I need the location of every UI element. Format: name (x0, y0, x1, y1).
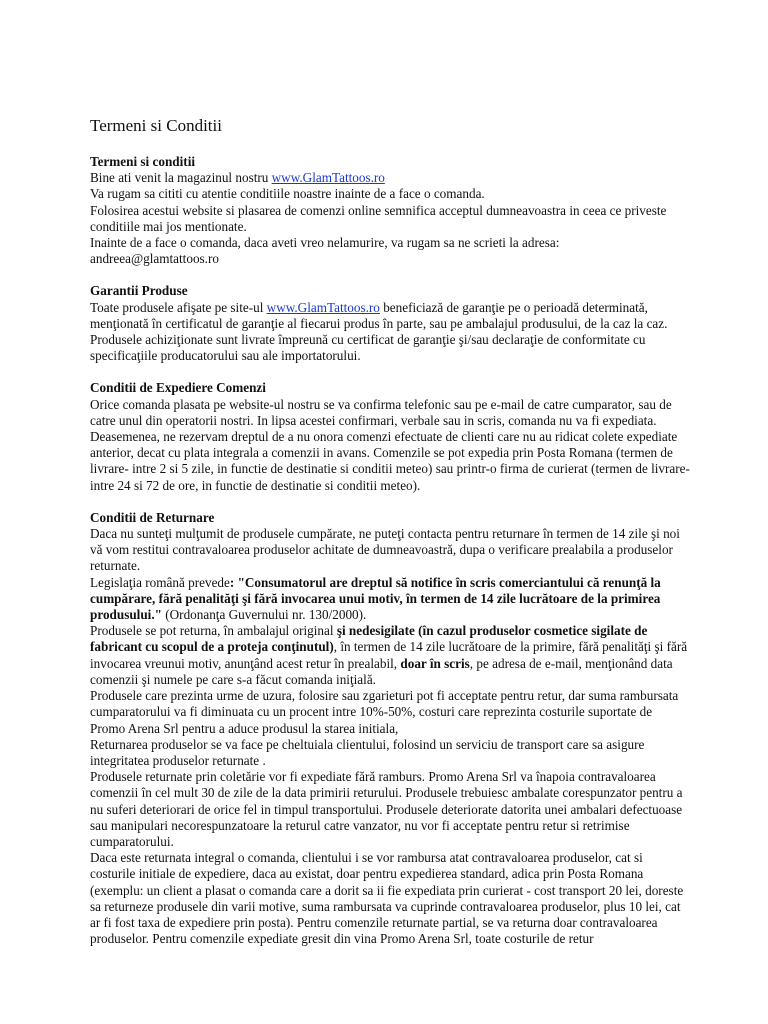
site-link[interactable]: www.GlamTattoos.ro (271, 170, 385, 186)
warranty-text-post: beneficiază de garanţie pe o perioadă determinată, menţionată în certificatul de garanţie al fiecarui produs în parte, sau pe ambalajul produsului, de la caz la caz. Produsele achiziţionate sunt livrate împreună cu certificat de garanţie şi/sau declaraţie de conformitate cu specificaţiile producatorului sau ale importatorului. (90, 299, 668, 364)
section-heading-warranty: Garantii Produse (90, 283, 188, 299)
welcome-text: Bine ati venit la magazinul nostru (90, 170, 272, 186)
warranty-text-pre: Toate produsele afişate pe site-ul (90, 299, 267, 315)
document-title: Termeni si Conditii (90, 116, 222, 135)
warranty-paragraph (90, 300, 690, 365)
conditions-text-d: doar în scris (400, 655, 470, 671)
returns-paragraph-legislation (90, 575, 690, 624)
read-carefully-line: Va rugam sa cititi cu atentie conditiile noastre inainte de a face o comanda. (90, 186, 485, 202)
returns-paragraph-cost: Returnarea produselor se va face pe cheltuiala clientului, folosind un serviciu de transport care sa asigure integritatea produselor returnate . (90, 736, 645, 768)
conditions-text-e: , pe adresa de e-mail, menţionând data comenzii şi numele pe care s-a făcut comanda iniţială. (90, 655, 673, 687)
returns-paragraph-1: Daca nu sunteţi mulţumit de produsele cumpărate, ne puteţi contacta pentru returnare în termen de 14 zile şi noi vă vom restitui contravaloarea produselor achitate de dumneavoastră, dupa o verificare prealabila a produselor returnate. (90, 526, 680, 574)
shipping-paragraph: Orice comanda plasata pe website-ul nostru se va confirma telefonic sau pe e-mail de catre cumparator, sau de catre unul din operatorii nostri. In lipsa acestei confirmari, verbale sau in scris, comanda nu va fi expediata. Deasemenea, ne rezervam dreptul de a nu onora comenzi efectuate de clienti care nu au ridicat colete expediate anterior, decat cu plata integrala a comenzii in avans. Comenzile se pot expedia prin Posta Romana (termen de livrare- intre 2 si 5 zile, in functie de destinatie si conditii meteo) sau printr-o firma de curierat (termen de livrare- intre 24 si 72 de ore, in functie de destinatie si conditii meteo). (90, 396, 690, 493)
contact-line: Inainte de a face o comanda, daca aveti vreo nelamurire, va rugam sa ne scrieti la adresa: andreea@glamtattoos.ro (90, 235, 560, 267)
welcome-line (90, 170, 690, 186)
returns-paragraph-refund: Daca este returnata integral o comanda, clientului i se vor rambursa atat contravaloarea produselor, cat si costurile initiale de expediere, daca au existat, doar pentru expedierea standard, adica prin Posta Romana (exemplu: un client a plasat o comanda care a dorit sa ii fie expediata prin curierat - cost transport 20 lei, doreste sa returneze produsele din varii motive, suma rambursata va cuprinde contravaloarea produselor, plus 10 lei, cat ar fi fost taxa de expediere prin posta). Pentru comenzile returnate partial, se va returna doar contravaloarea produselor. Pentru comenzile expediate gresit din vina Promo Arena Srl, toate costurile de retur (90, 850, 684, 947)
document-body (90, 154, 690, 947)
conditions-text-b: şi nedesigilate (în cazul produselor cosmetice sigilate de fabricant cu scopul de a proteja conţinutul) (90, 623, 648, 655)
returns-paragraph-parcel: Produsele returnate prin coletărie vor fi expediate fără ramburs. Promo Arena Srl va înapoia contravaloarea comenzii în cel mult 30 de zile de la data primirii returului. Produsele trebuiesc ambalate corespunzator pentru a nu suferi deteriorari de orice fel in timpul transportului. Produsele deteriorate datorita unei ambalari defectuoase sau manipulari necorespunzatoare la returul catre vanzator, nu vor fi acceptate pentru retur si retrimise cumparatorului. (90, 769, 683, 849)
site-link[interactable]: www.GlamTattoos.ro (266, 299, 380, 315)
returns-paragraph-conditions (90, 623, 690, 688)
acceptance-line: Folosirea acestui website si plasarea de comenzi online semnifica acceptul dumneavoastra in ceea ce priveste conditiile mai jos mentionate. (90, 202, 667, 234)
returns-paragraph-wear: Produsele care prezinta urme de uzura, folosire sau zgarieturi pot fi acceptate pentru retur, dar suma rambursata cumparatorului va fi diminuata cu un procent intre 10%-50%, costuri care reprezinta costurile suportate de Promo Arena Srl pentru a aduce produsul la starea initiala, (90, 688, 679, 736)
legislation-quote: : "Consumatorul are dreptul să notifice în scris comerciantului că renunţă la cumpărare, fără penalităţi şi fără invocarea unui motiv, în termen de 14 zile lucrătoare de la primirea produsului." (90, 574, 661, 623)
section-heading-shipping: Conditii de Expediere Comenzi (90, 380, 266, 396)
legislation-reference: (Ordonanţa Guvernului nr. 130/2000). (161, 607, 367, 623)
section-heading-terms: Termeni si conditii (90, 154, 196, 169)
legislation-intro: Legislaţia română prevede (90, 574, 230, 590)
section-heading-returns: Conditii de Returnare (90, 509, 215, 525)
conditions-text-c: , în termen de 14 zile lucrătoare de la primire, fără penalităţi şi fără invocarea vreunui motiv, anunţând acest retur în prealabil, (90, 639, 688, 671)
conditions-text-a: Produsele se pot returna, în ambalajul original (90, 623, 337, 639)
